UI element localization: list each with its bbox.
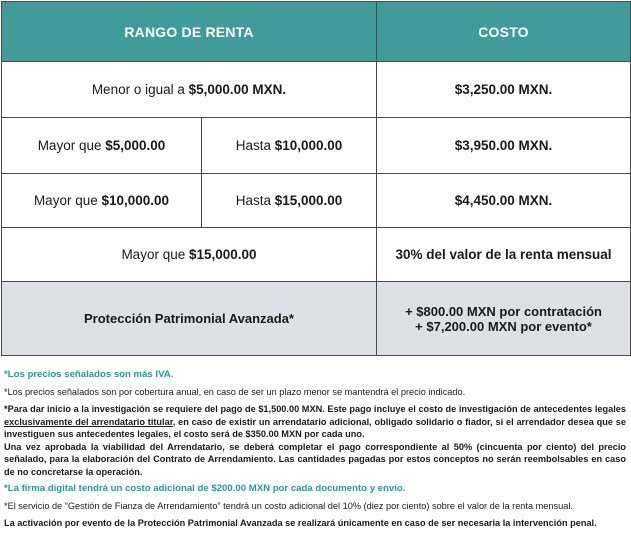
cost-cell: $3,250.00 MXN. — [377, 62, 631, 118]
range-to-cell — [202, 118, 377, 174]
footnotes — [4, 369, 626, 534]
range-to-amount: $10,000.00 — [274, 138, 343, 153]
range-from-amount: $10,000.00 — [101, 193, 170, 208]
note-investigation-underlined: exclusivamente del arrendatario titular — [4, 416, 173, 427]
range-prefix: Menor o igual a — [91, 82, 189, 97]
range-from-cell — [2, 118, 202, 174]
protection-label: Protección Patrimonial Avanzada* — [2, 282, 377, 356]
range-to-cell — [202, 174, 377, 228]
table-row — [2, 228, 631, 282]
range-from-cell — [2, 174, 202, 228]
note-approval: Una vez aprobada la viabilidad del Arrendatario, se deberá completar el pago correspondiente al 50% (cincuenta por ciento) del precio señalado, para la elaboración del Contrato de Arrendamiento. Las cantidades pagadas por estos conceptos no serán reembolsables en caso de no concretarse la operación. — [4, 441, 626, 477]
range-amount: $15,000.00 — [188, 247, 257, 262]
note-investigation-text: *Para dar inicio a la investigación se requiere del pago de $1,500.00 MXN. Este pago incluye el costo de investigación de antecedentes legales — [4, 403, 626, 414]
note-fianza: *El servicio de “Gestión de Fianza de Arrendamiento” tendrá un costo adicional del 10% (diez por ciento) sobre el valor de la renta mensual. — [4, 500, 573, 511]
table-row — [2, 118, 631, 174]
note-activation: La activación por evento de la Protección Patrimonial Avanzada se realizará únicamente en caso de ser necesaria la intervención penal. — [4, 517, 597, 528]
table-row — [2, 174, 631, 228]
range-to-prefix: Hasta — [235, 138, 275, 153]
cost-cell: $4,450.00 MXN. — [377, 174, 631, 228]
range-to-prefix: Hasta — [235, 193, 275, 208]
note-iva: *Los precios señalados son más IVA. — [4, 369, 174, 380]
pricing-table — [1, 1, 631, 356]
range-from-amount: $5,000.00 — [105, 138, 166, 153]
protection-cost-contract: + $800.00 MXN por contratación — [405, 303, 602, 319]
range-cell — [2, 62, 377, 118]
cost-cell: 30% del valor de la renta mensual — [377, 228, 631, 282]
note-annual: *Los precios señalados son por cobertura anual, en caso de ser un plazo menor se mantendrá el precio indicado. — [4, 386, 466, 397]
note-investigation — [4, 403, 626, 479]
cost-cell: $3,950.00 MXN. — [377, 118, 631, 174]
note-digital-signature: *La firma digital tendrá un costo adicional de $200.00 MXN por cada documento y envío. — [4, 482, 406, 494]
header-cost: COSTO — [377, 2, 631, 62]
table-row — [2, 62, 631, 118]
protection-cost — [377, 282, 631, 356]
range-cell — [2, 228, 377, 282]
range-amount: $5,000.00 MXN. — [188, 82, 287, 97]
range-to-amount: $15,000.00 — [274, 193, 343, 208]
protection-row — [2, 282, 631, 356]
note-investigation-text-rest: , en caso de existir un arrendatario adicional, obligado solidario o fiador, si el arrendador desea que se investiguen sus antecedentes legales, el costo será de $350.00 MXN por cada uno. — [4, 416, 626, 440]
header-range: RANGO DE RENTA — [2, 2, 377, 62]
range-prefix: Mayor que — [121, 247, 189, 262]
table-header-row — [2, 2, 631, 62]
protection-cost-event: + $7,200.00 MXN por evento* — [415, 318, 592, 334]
range-from-prefix: Mayor que — [37, 138, 106, 153]
range-from-prefix: Mayor que — [33, 193, 102, 208]
